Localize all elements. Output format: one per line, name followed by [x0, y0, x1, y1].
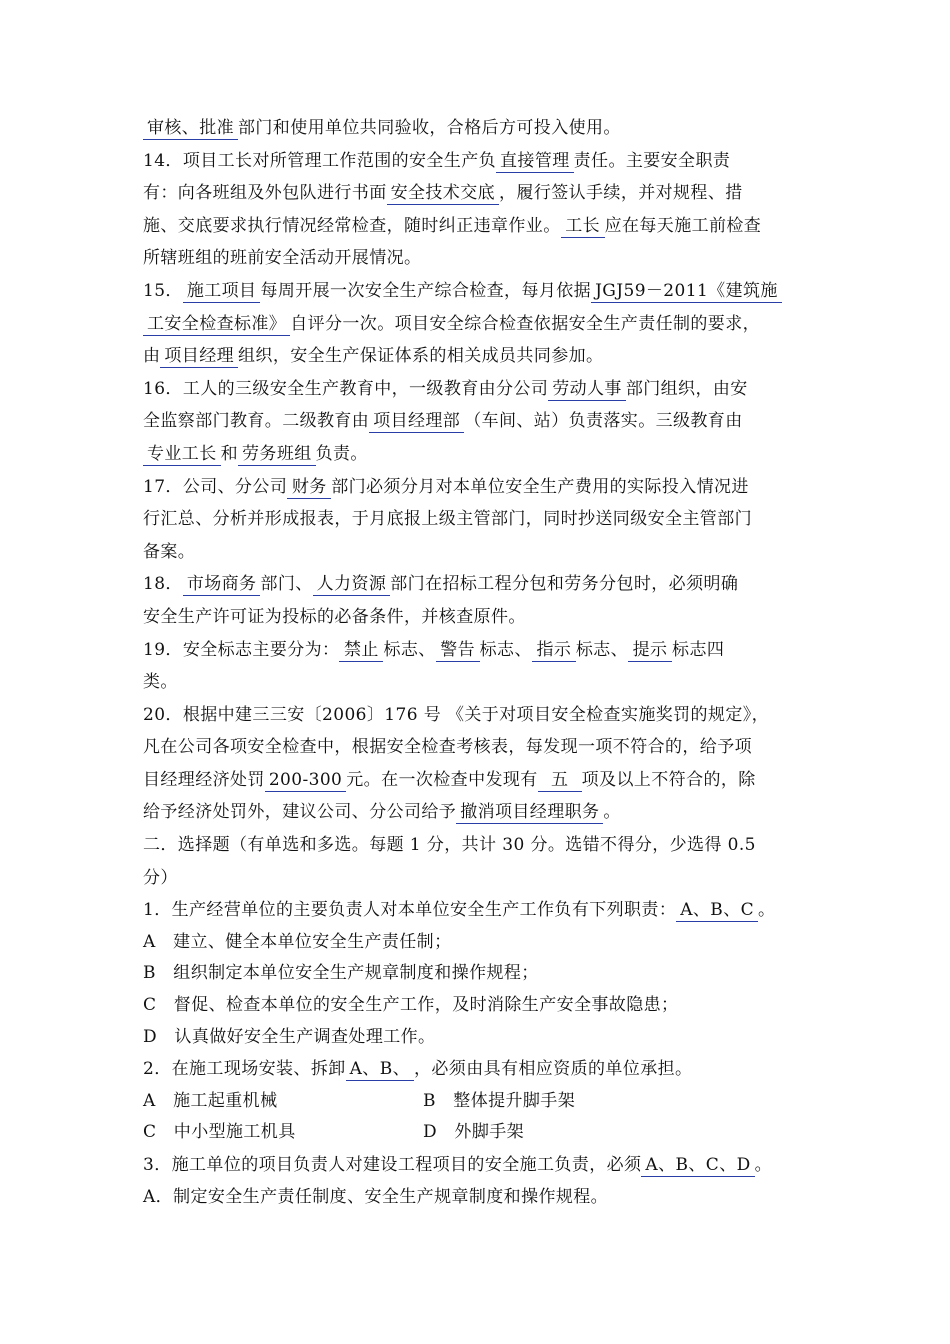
q19-text-4: 标志、: [575, 639, 629, 660]
q18-text-1: 18．: [143, 574, 183, 595]
c3-text-1: 3．施工单位的项目负责人对建设工程项目的安全施工负责，必须: [143, 1155, 642, 1175]
c2-option-d: D 外脚手架: [423, 1122, 525, 1143]
c2-text-1: 2．在施工现场安装、拆卸: [143, 1059, 346, 1080]
q20-text-5: 项及以上不符合的，除: [581, 769, 756, 790]
q20-line-3: [143, 764, 813, 797]
q16-text-3: 全监察部门教育。二级教育由: [143, 411, 370, 432]
q20-text-7: 。: [603, 802, 621, 823]
c2-option-c: C 中小型施工机具: [143, 1122, 296, 1143]
q20-line-2: [143, 731, 813, 764]
c2-option-b: B 整体提升脚手架: [423, 1090, 576, 1111]
c3-blank-1: A、B、C、D: [641, 1154, 754, 1177]
c2-options-row-2: [143, 1117, 813, 1149]
q19-line-2: [143, 666, 813, 699]
q14-line-1: [143, 145, 813, 178]
q17-text-2: 部门必须分月对本单位安全生产费用的实际投入情况进: [331, 476, 749, 497]
q16-text-4: （车间、站）负责落实。三级教育由: [464, 411, 743, 432]
c2-line-1: [143, 1053, 813, 1086]
q19-blank-3: 指示: [532, 639, 576, 662]
q19-blank-1: 禁止: [339, 639, 383, 662]
c1-option-c: [143, 990, 813, 1022]
q15-blank-2a: JGJ59－2011《建筑施: [591, 280, 782, 303]
q20-text-6: 给予经济处罚外，建议公司、分公司给予: [143, 802, 457, 823]
q15-line-2: [143, 308, 813, 341]
q18-text-3: 部门在招标工程分包和劳务分包时，必须明确: [390, 574, 739, 595]
q16-text-6: 负责。: [315, 443, 368, 464]
c1-option-b: [143, 958, 813, 990]
q16-line-1: [143, 373, 813, 406]
q16-blank-4: 劳务班组: [238, 443, 316, 466]
section2-heading-cont: 分）: [143, 867, 178, 888]
q14-text-7: 所辖班组的班前安全活动开展情况。: [143, 248, 422, 269]
q14-line-2: [143, 177, 813, 210]
q15-text-4: 由: [143, 346, 161, 367]
c2-option-a: A 施工起重机械: [143, 1090, 278, 1111]
q16-text-2: 部门组织，由安: [625, 378, 748, 399]
c1-text-1: 1．生产经营单位的主要负责人对本单位安全生产工作负有下列职责：: [143, 900, 677, 921]
q17-text-1: 17．公司、分公司: [143, 476, 288, 497]
q14-text-6: 应在每天施工前检查: [604, 215, 762, 236]
q20-line-1: [143, 699, 813, 732]
c2-options-row-1: [143, 1086, 813, 1118]
c1-option-c-text: C 督促、检查本单位的安全生产工作，及时消除生产安全事故隐患；: [143, 995, 679, 1016]
q18-text-4: 安全生产许可证为投标的必备条件，并核查原件。: [143, 606, 526, 627]
q17-line-3: [143, 536, 813, 569]
q20-blank-1: 200-300: [265, 769, 346, 792]
q18-line-1: [143, 568, 813, 601]
section2-heading-line-1: [143, 829, 813, 862]
q16-blank-1: 劳动人事: [548, 378, 626, 401]
q14-text-5: 施、交底要求执行情况经常检查，随时纠正违章作业。: [143, 215, 561, 236]
q19-blank-2: 警告: [436, 639, 480, 662]
q17-text-3: 行汇总、分析并形成报表，于月底报上级主管部门，同时抄送同级安全主管部门: [143, 509, 752, 530]
q15-blank-3: 项目经理: [160, 345, 238, 368]
q20-text-3: 目经理经济处罚: [143, 769, 265, 790]
q18-blank-2: 人力资源: [313, 573, 391, 596]
c3-text-2: 。: [754, 1155, 773, 1175]
q19-text-5: 标志四: [672, 639, 725, 660]
c3-option-a: [143, 1182, 813, 1214]
q17-line-2: [143, 503, 813, 536]
q18-line-2: [143, 601, 813, 634]
q15-blank-1: 施工项目: [183, 280, 261, 303]
q19-blank-4: 提示: [628, 639, 672, 662]
q14-line-3: [143, 210, 813, 243]
q16-blank-2: 项目经理部: [369, 410, 464, 433]
q16-line-2: [143, 405, 813, 438]
q19-text-3: 标志、: [479, 639, 532, 660]
q16-line-3: [143, 438, 813, 471]
c1-option-a-text: A 建立、健全本单位安全生产责任制；: [143, 931, 452, 952]
c1-text-2: 。: [758, 900, 776, 921]
document-body: [143, 112, 813, 1213]
q14-text-3: 有：向各班组及外包队进行书面: [143, 183, 387, 204]
c2-blank-1: A、B、: [346, 1058, 414, 1081]
c2-text-2: ，必须由具有相应资质的单位承担。: [414, 1059, 693, 1080]
q20-text-4: 元。在一次检查中发现有: [346, 769, 538, 790]
c3-option-a-text: A．制定安全生产责任制度、安全生产规章制度和操作规程。: [143, 1186, 609, 1207]
q14-text-4: ，履行签认手续，并对规程、措: [499, 183, 743, 204]
q19-line-1: [143, 634, 813, 667]
q20-blank-3: 撤消项目经理职务: [456, 801, 603, 824]
q14-blank-2: 安全技术交底: [387, 182, 499, 205]
c1-option-a: [143, 927, 813, 959]
c1-line-1: [143, 894, 813, 927]
q16-blank-3: 专业工长: [143, 443, 221, 466]
q13-text: 部门和使用单位共同验收，合格后方可投入使用。: [238, 118, 621, 138]
q17-text-4: 备案。: [143, 541, 196, 562]
q15-line-1: [143, 275, 813, 308]
section2-heading: 二．选择题（有单选和多选。每题 1 分，共计 30 分。选错不得分，少选得 0.5: [143, 835, 756, 856]
q15-line-3: [143, 340, 813, 373]
c1-option-b-text: B 组织制定本单位安全生产规章制度和操作规程；: [143, 963, 539, 984]
q15-text-3: 自评分一次。项目安全综合检查依据安全生产责任制的要求，: [290, 313, 761, 334]
q17-line-1: [143, 471, 813, 504]
c3-line-1: [143, 1149, 813, 1182]
q18-blank-1: 市场商务: [183, 573, 261, 596]
q18-text-2: 部门、: [260, 574, 313, 595]
q20-text-1: 20．根据中建三三安〔2006〕176 号 《关于对项目安全检查实施奖罚的规定》，: [143, 704, 770, 725]
q14-text-1: 14．项目工长对所管理工作范围的安全生产负: [143, 150, 497, 171]
c1-option-d: [143, 1022, 813, 1054]
q17-blank-1: 财务: [287, 476, 331, 499]
c1-blank-1: A、B、C: [676, 899, 758, 922]
q14-text-2: 责任。主要安全职责: [573, 150, 731, 171]
section2-heading-line-2: [143, 862, 813, 895]
q16-text-1: 16．工人的三级安全生产教育中，一级教育由分公司: [143, 378, 549, 399]
c1-option-d-text: D 认真做好安全生产调查处理工作。: [143, 1026, 436, 1047]
q20-line-4: [143, 796, 813, 829]
q20-blank-2: 五: [538, 769, 582, 792]
q15-text-1: 15．: [143, 280, 183, 301]
q20-text-2: 凡在公司各项安全检查中，根据安全检查考核表，每发现一项不符合的，给予项: [143, 737, 752, 758]
q16-text-5: 和: [220, 443, 239, 464]
q13-line-1: [143, 112, 813, 145]
q14-line-4: [143, 242, 813, 275]
q14-blank-3: 工长: [561, 215, 605, 238]
q14-blank-1: 直接管理: [496, 150, 574, 173]
q19-text-2: 标志、: [383, 639, 436, 660]
q13-blank-1: 审核、批准: [143, 117, 238, 140]
q15-blank-2b: 工安全检查标准》: [143, 313, 290, 336]
q19-text-1: 19．安全标志主要分为：: [143, 639, 340, 660]
q19-text-6: 类。: [143, 672, 178, 693]
q15-text-2: 每周开展一次安全生产综合检查，每月依据: [260, 280, 592, 301]
q15-text-5: 组织，安全生产保证体系的相关成员共同参加。: [238, 346, 604, 367]
